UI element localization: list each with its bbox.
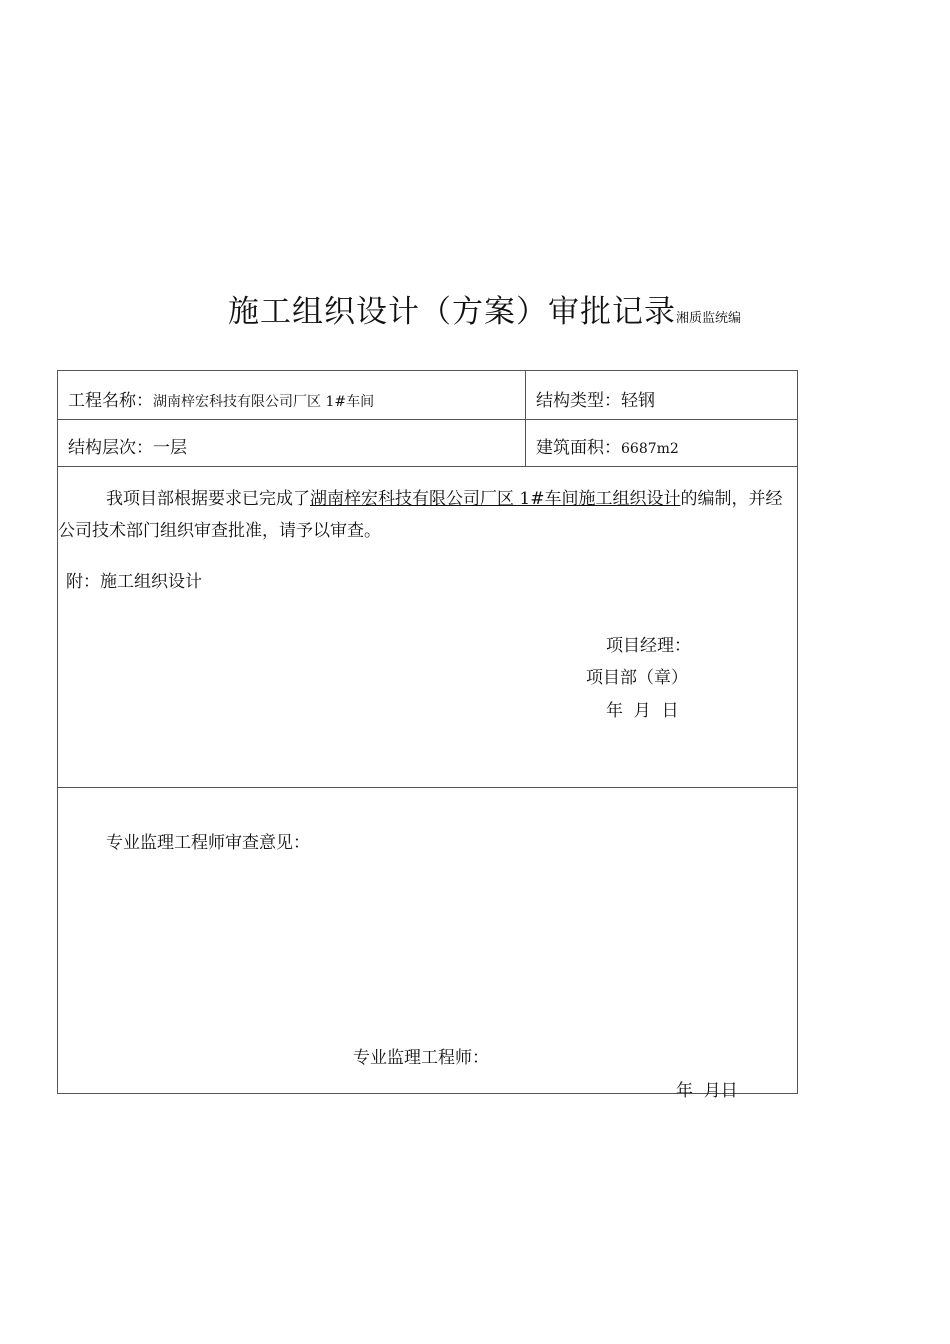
attachment-note: 附：施工组织设计 xyxy=(66,572,202,592)
row-divider-2 xyxy=(58,466,797,467)
statement-project-underlined: 湖南梓宏科技有限公司厂区 1#车间施工组织设计 xyxy=(310,489,681,509)
statement-prefix: 我项目部根据要求已完成了 xyxy=(106,489,310,509)
floors-cell xyxy=(68,433,187,458)
row-divider-3 xyxy=(58,787,797,788)
title-suffix: 湘质监统编 xyxy=(676,311,742,326)
statement-suffix: 的编制，并经公司技术部门组织审查批准，请予以审查。 xyxy=(58,489,783,541)
structure-type-cell xyxy=(536,386,655,411)
column-divider xyxy=(525,371,526,467)
area-value: 6687m2 xyxy=(621,441,679,457)
row-divider-1 xyxy=(58,419,797,420)
floors-label: 结构层次： xyxy=(68,438,153,458)
structure-type-label: 结构类型： xyxy=(536,391,621,411)
structure-type-value: 轻钢 xyxy=(621,391,655,411)
project-name-cell xyxy=(68,386,374,411)
project-dept-seal-label: 项目部（章） xyxy=(586,668,688,688)
submission-statement xyxy=(58,483,791,547)
date-label-supervisor: 年 月日 xyxy=(676,1081,738,1101)
date-label-project: 年 月 日 xyxy=(606,701,679,721)
project-name-label: 工程名称： xyxy=(68,391,153,411)
area-cell xyxy=(536,433,679,458)
project-manager-label: 项目经理： xyxy=(606,636,691,656)
project-name-value: 湖南梓宏科技有限公司厂区 1#车间 xyxy=(153,394,375,410)
approval-form-table xyxy=(57,370,798,1101)
supervisor-signature-label: 专业监理工程师： xyxy=(353,1048,489,1068)
title-main: 施工组织设计（方案）审批记录 xyxy=(228,294,676,330)
supervisor-opinion-label: 专业监理工程师审查意见： xyxy=(106,833,310,853)
area-label: 建筑面积： xyxy=(536,438,621,458)
document-title xyxy=(228,286,741,331)
floors-value: 一层 xyxy=(153,438,187,458)
